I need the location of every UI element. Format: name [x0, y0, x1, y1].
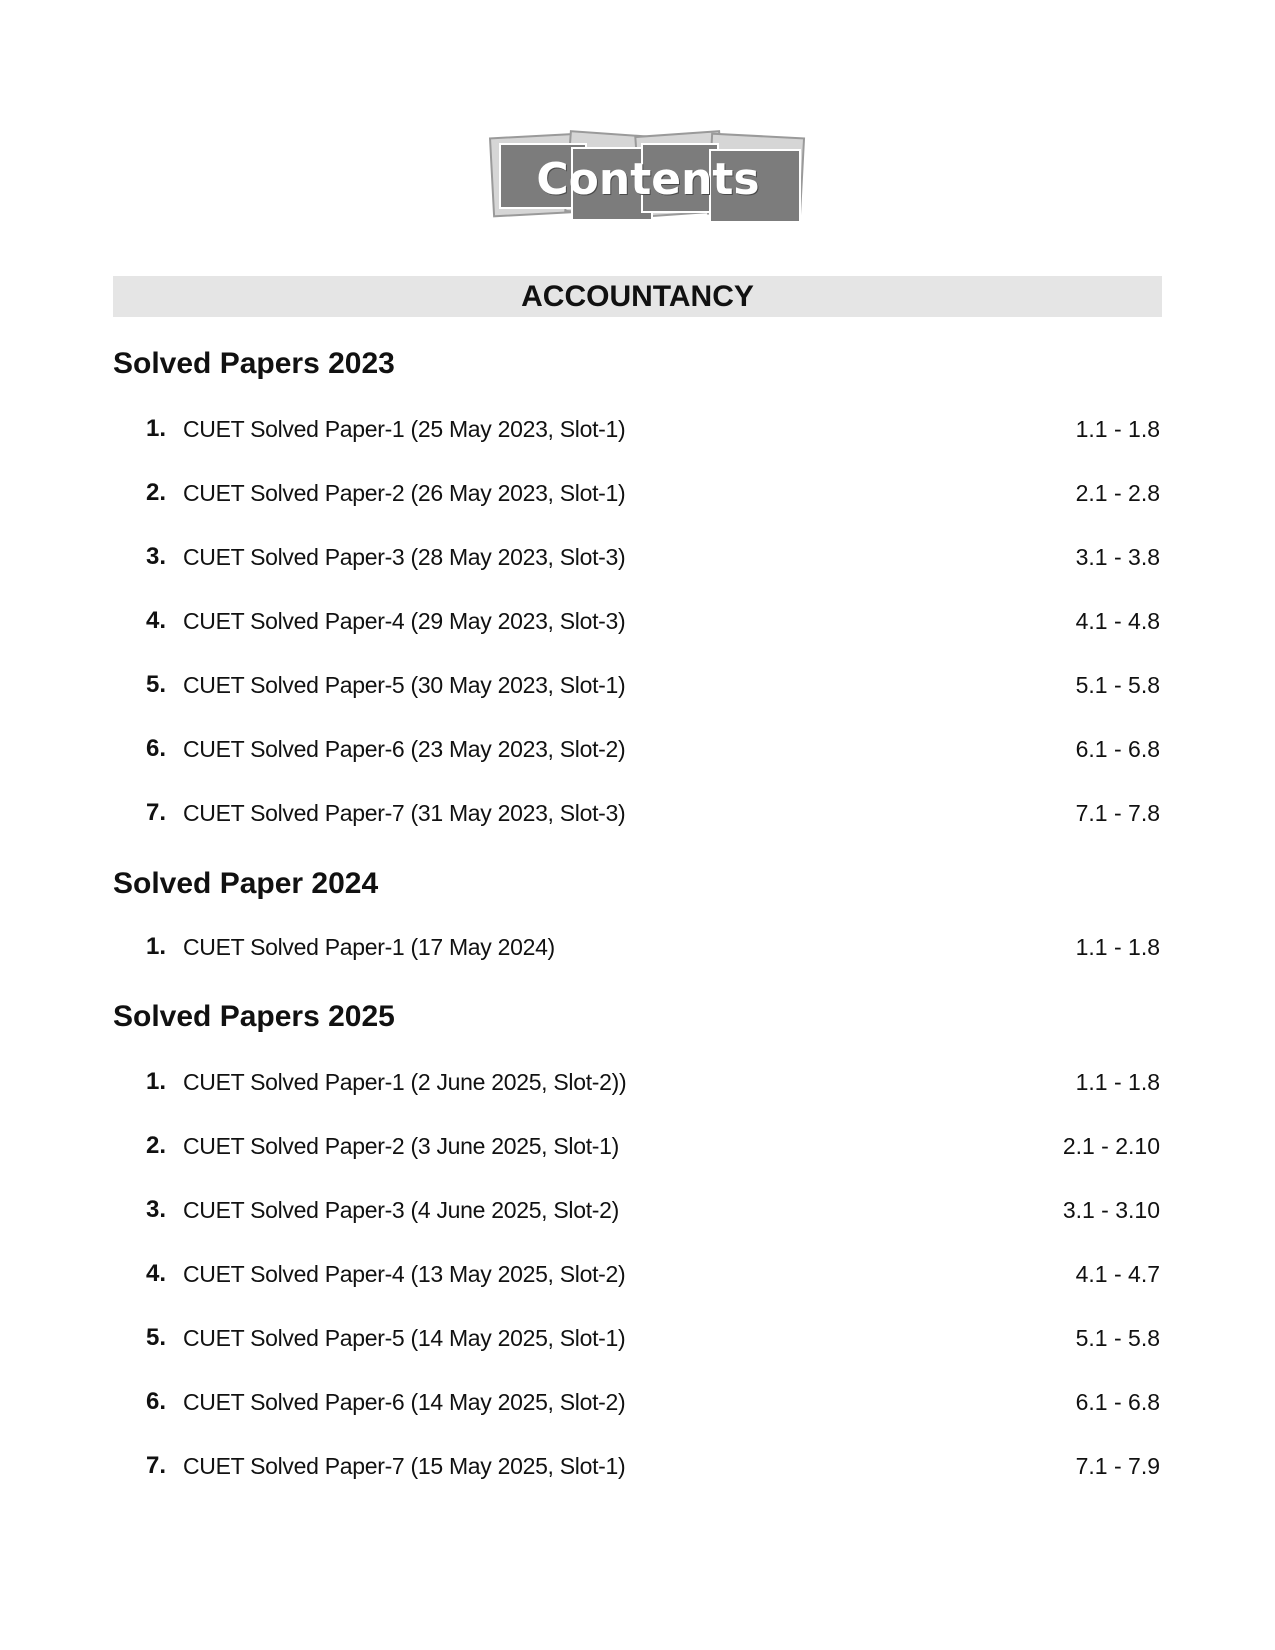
section-title: Solved Paper 2024: [113, 867, 379, 900]
entry-number: 3.: [146, 1196, 167, 1223]
entry-pages: 7.1 - 7.9: [1075, 1453, 1160, 1479]
entry-number: 3.: [146, 543, 167, 570]
entry-label: CUET Solved Paper-4 (29 May 2023, Slot-3): [183, 608, 626, 634]
entry-number: 2.: [146, 479, 167, 506]
entry-pages: 5.1 - 5.8: [1075, 672, 1160, 698]
toc-entry[interactable]: [113, 1451, 1160, 1481]
entry-label: CUET Solved Paper-1 (2 June 2025, Slot-2)): [183, 1069, 627, 1095]
toc-entry[interactable]: [113, 1387, 1160, 1417]
entry-label: CUET Solved Paper-4 (13 May 2025, Slot-2): [183, 1261, 626, 1287]
toc-entry[interactable]: [113, 1323, 1160, 1353]
entry-label: CUET Solved Paper-2 (3 June 2025, Slot-1): [183, 1133, 620, 1159]
entry-number: 4.: [146, 1260, 167, 1287]
entry-number: 7.: [146, 1452, 167, 1479]
entry-number: 6.: [146, 1388, 167, 1415]
entry-pages: 6.1 - 6.8: [1075, 1389, 1160, 1415]
section-2023: [113, 346, 1113, 382]
entry-number: 1.: [146, 1068, 167, 1095]
entry-pages: 1.1 - 1.8: [1075, 1069, 1160, 1095]
toc-entry[interactable]: [113, 414, 1160, 444]
entry-label: CUET Solved Paper-5 (14 May 2025, Slot-1): [183, 1325, 626, 1351]
entry-pages: 2.1 - 2.10: [1062, 1133, 1160, 1159]
section-2025: [113, 999, 1113, 1035]
section-title: Solved Papers 2025: [113, 1000, 395, 1033]
subject-heading: ACCOUNTANCY: [113, 276, 1162, 317]
entry-pages: 5.1 - 5.8: [1075, 1325, 1160, 1351]
entry-number: 5.: [146, 671, 167, 698]
entry-number: 4.: [146, 607, 167, 634]
entry-label: CUET Solved Paper-1 (17 May 2024): [183, 934, 555, 960]
toc-entry[interactable]: [113, 798, 1160, 828]
entry-pages: 2.1 - 2.8: [1075, 480, 1160, 506]
toc-entry[interactable]: [113, 478, 1160, 508]
entry-number: 2.: [146, 1132, 167, 1159]
entry-pages: 3.1 - 3.10: [1062, 1197, 1160, 1223]
contents-logo-text: Contents: [536, 154, 760, 205]
toc-entry[interactable]: [113, 606, 1160, 636]
toc-entry[interactable]: [113, 1131, 1160, 1161]
entry-number: 1.: [146, 415, 167, 442]
toc-entry[interactable]: [113, 1067, 1160, 1097]
entry-label: CUET Solved Paper-7 (15 May 2025, Slot-1): [183, 1453, 626, 1479]
toc-entry[interactable]: [113, 542, 1160, 572]
toc-entry[interactable]: [113, 932, 1160, 962]
entry-pages: 4.1 - 4.8: [1075, 608, 1160, 634]
entry-number: 1.: [146, 933, 167, 960]
entry-label: CUET Solved Paper-2 (26 May 2023, Slot-1): [183, 480, 626, 506]
toc-entry[interactable]: [113, 1195, 1160, 1225]
entry-label: CUET Solved Paper-3 (28 May 2023, Slot-3): [183, 544, 626, 570]
toc-entry[interactable]: [113, 1259, 1160, 1289]
entry-number: 5.: [146, 1324, 167, 1351]
entry-label: CUET Solved Paper-6 (14 May 2025, Slot-2): [183, 1389, 626, 1415]
contents-logo: [488, 128, 808, 234]
entry-label: CUET Solved Paper-6 (23 May 2023, Slot-2): [183, 736, 626, 762]
entry-pages: 3.1 - 3.8: [1075, 544, 1160, 570]
entry-number: 7.: [146, 799, 167, 826]
entry-label: CUET Solved Paper-1 (25 May 2023, Slot-1): [183, 416, 626, 442]
entry-label: CUET Solved Paper-3 (4 June 2025, Slot-2): [183, 1197, 620, 1223]
entry-pages: 1.1 - 1.8: [1075, 934, 1160, 960]
section-title: Solved Papers 2023: [113, 347, 395, 380]
entry-number: 6.: [146, 735, 167, 762]
entry-pages: 1.1 - 1.8: [1075, 416, 1160, 442]
entry-pages: 4.1 - 4.7: [1075, 1261, 1160, 1287]
toc-entry[interactable]: [113, 670, 1160, 700]
entry-label: CUET Solved Paper-7 (31 May 2023, Slot-3): [183, 800, 626, 826]
toc-entry[interactable]: [113, 734, 1160, 764]
entry-pages: 7.1 - 7.8: [1075, 800, 1160, 826]
entry-pages: 6.1 - 6.8: [1075, 736, 1160, 762]
section-2024: [113, 866, 1113, 902]
entry-label: CUET Solved Paper-5 (30 May 2023, Slot-1): [183, 672, 626, 698]
